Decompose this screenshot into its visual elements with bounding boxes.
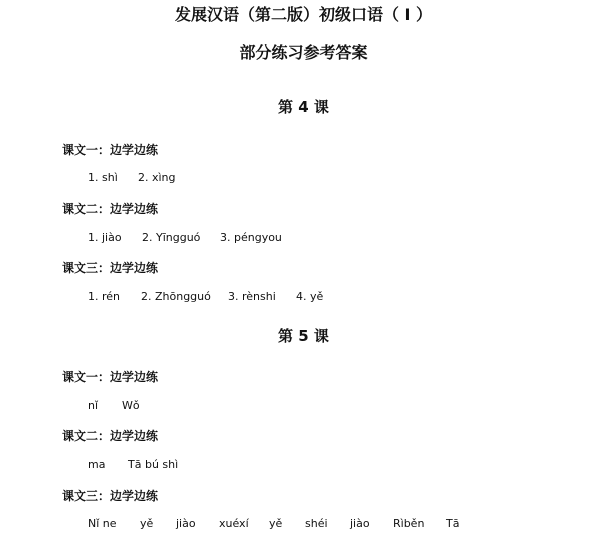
lesson-5-section-3-label: 课文三：边学边练 [62, 489, 159, 503]
answer-item: yě [140, 517, 154, 530]
answer-item: 1. jiào [88, 231, 122, 244]
answer-item: jiào [350, 517, 370, 530]
answer-item: 3. péngyou [220, 231, 282, 244]
answer-item: Rìběn [393, 517, 425, 530]
lesson-4-section-3-label: 课文三：边学边练 [62, 261, 159, 275]
document-subtitle: 部分练习参考答案 [239, 43, 368, 62]
lesson-4-section-1-label: 课文一：边学边练 [62, 143, 159, 157]
answer-item: 2. Zhōngguó [141, 290, 211, 303]
answer-item: xuéxí [219, 517, 249, 530]
answer-item: ma [88, 458, 106, 471]
document-title: 发展汉语（第二版）初级口语（ Ⅰ ） [174, 5, 433, 24]
lesson-5-section-2-label: 课文二：边学边练 [62, 429, 159, 443]
answer-item: Nǐ ne [88, 517, 117, 530]
answer-item: 2. Yīngguó [142, 231, 201, 244]
answer-item: yě [269, 517, 283, 530]
answer-item: Wǒ [122, 399, 140, 412]
answer-item: 1. shì [88, 171, 118, 184]
answer-item: nǐ [88, 399, 99, 412]
lesson-5-heading: 第 5 课 [278, 327, 329, 345]
answer-item: 3. rènshi [228, 290, 276, 303]
answer-item: 4. yě [296, 290, 324, 303]
answer-item: Tā bú shì [128, 458, 179, 471]
answer-item: jiào [176, 517, 196, 530]
answer-item: shéi [305, 517, 328, 530]
answer-item: Tā [446, 517, 460, 530]
lesson-4-section-2-label: 课文二：边学边练 [62, 202, 159, 216]
answer-item: 1. rén [88, 290, 121, 303]
lesson-5-section-1-label: 课文一：边学边练 [62, 370, 159, 384]
lesson-4-heading: 第 4 课 [278, 98, 329, 116]
answer-item: 2. xìng [138, 171, 176, 184]
